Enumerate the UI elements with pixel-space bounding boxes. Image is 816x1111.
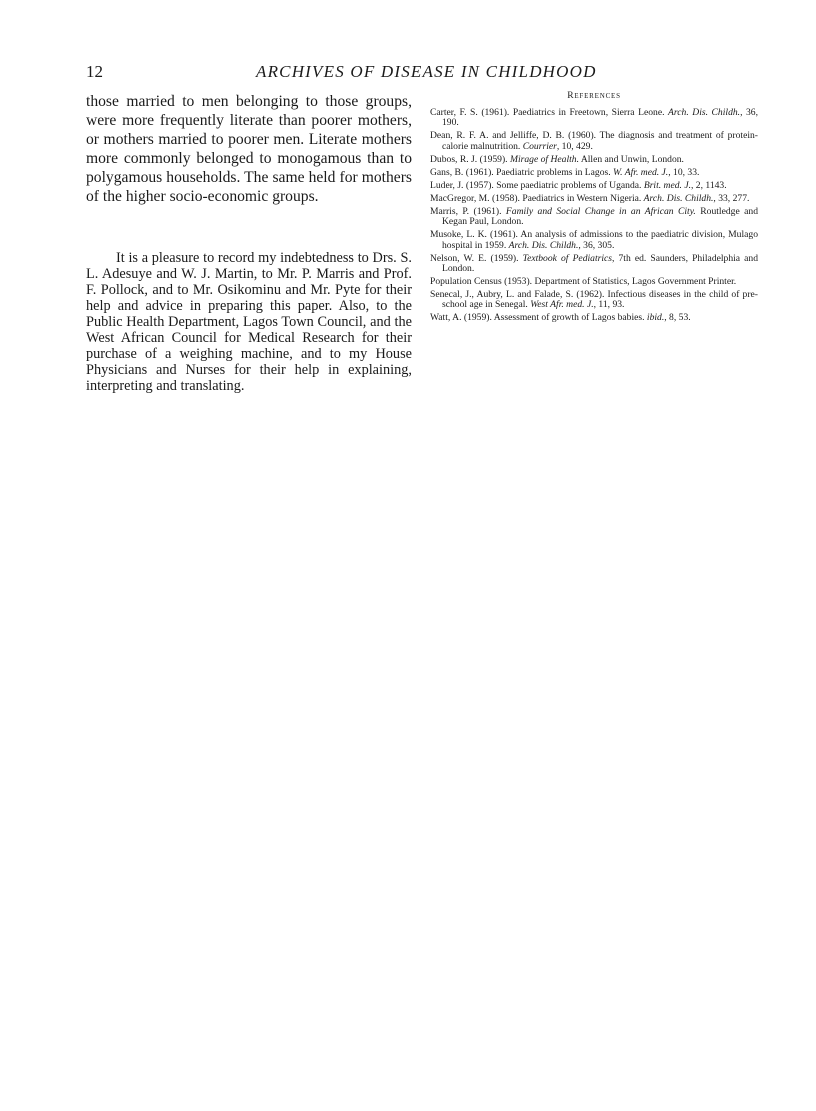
reference-text: Carter, F. S. (1961). Paediatrics in Freetown, Sierra Leone. [430,107,669,118]
reference-source: ibid. [646,312,665,324]
reference-text: Marris, P. (1961). [430,205,506,217]
reference-text: Senecal, J., Aubry, L. and Falade, S. (1962). Infectious diseases in the child of pre-school age in Senegal. [430,289,758,311]
reference-text: Luder, J. (1957). Some paediatric problems of Uganda. [430,179,644,191]
reference-item [430,207,758,228]
reference-volume: , 2, 1143. [691,179,727,191]
reference-volume: , 8, 53. [664,312,691,324]
reference-item [430,131,758,152]
reference-volume: , 10, 33. [668,166,700,178]
reference-source: Brit. med. J. [643,179,691,191]
reference-item [430,108,758,129]
reference-volume: , 36, 305. [578,239,615,251]
reference-text: Population Census (1953). Department of Statistics, Lagos Government Printer. [430,276,737,288]
reference-volume: Allen and Unwin, London. [578,153,684,165]
reference-text: MacGregor, M. (1958). Paediatrics in Western Nigeria. [430,192,644,204]
reference-volume: , 33, 277. [713,192,750,204]
reference-item [430,313,758,323]
acknowledgement-paragraph: It is a pleasure to record my indebtedness to Drs. S. L. Adesuye and W. J. Martin, to Mr. P. Marris and Prof. F. Pollock, and to Mr. Osikominu and Mr. Pyte for their help and advice in preparing this paper. Also, to the Public Health Department, Lagos Town Council, and the West African Council for Medical Research for their purchase of a weighing machine, and to my House Physicians and Nurses for their help in explaining, interpreting and translating. [86,250,412,394]
reference-item [430,277,758,287]
reference-source: West Afr. med. J. [530,299,594,311]
reference-text: Watt, A. (1959). Assessment of growth of Lagos babies. [430,312,647,324]
reference-list [430,108,758,324]
reference-item [430,155,758,165]
reference-source: Courrier [522,140,557,152]
reference-text: Gans, B. (1961). Paediatric problems in Lagos. [430,166,614,178]
reference-item [430,254,758,275]
left-column [86,92,412,394]
reference-item [430,290,758,311]
reference-volume: , 7th ed. Saunders, Philadelphia and London. [442,252,759,275]
reference-source: Arch. Dis. Childh. [668,107,741,118]
body-paragraph: those married to men belonging to those groups, were more frequently literate than poorer mothers, or mothers married to poorer men. Literate mothers more commonly belonged to monogamous than to polygamous households. The same held for mothers of the higher socio-economic groups. [86,93,412,205]
reference-text: Musoke, L. K. (1961). An analysis of admissions to the paediatric division, Mulago hospital in 1959. [430,229,758,251]
reference-volume: Routledge and Kegan Paul, London. [442,205,758,228]
reference-source: Textbook of Pediatrics [522,252,613,264]
reference-item [430,168,758,178]
reference-volume: , 10, 429. [556,140,593,152]
reference-source: Mirage of Health. [509,153,579,165]
reference-text: Nelson, W. E. (1959). [430,252,523,264]
reference-source: Family and Social Change in an African City. [505,205,696,217]
reference-volume: , 36, 190. [442,107,758,129]
running-head: ARCHIVES OF DISEASE IN CHILDHOOD [256,62,597,81]
reference-text: Dean, R. F. A. and Jelliffe, D. B. (1960). The diagnosis and treatment of protein-calorie malnutrition. [430,130,758,152]
reference-volume: , 11, 93. [593,299,625,311]
reference-source: W. Afr. med. J. [613,166,669,178]
reference-text: Dubos, R. J. (1959). [430,153,510,165]
reference-item [430,181,758,191]
reference-item [430,230,758,251]
reference-source: Arch. Dis. Childh. [508,239,579,251]
reference-item [430,194,758,204]
references-section [430,91,758,326]
reference-source: Arch. Dis. Childh. [643,192,714,204]
page-number: 12 [86,62,103,81]
references-heading: References [567,91,621,101]
